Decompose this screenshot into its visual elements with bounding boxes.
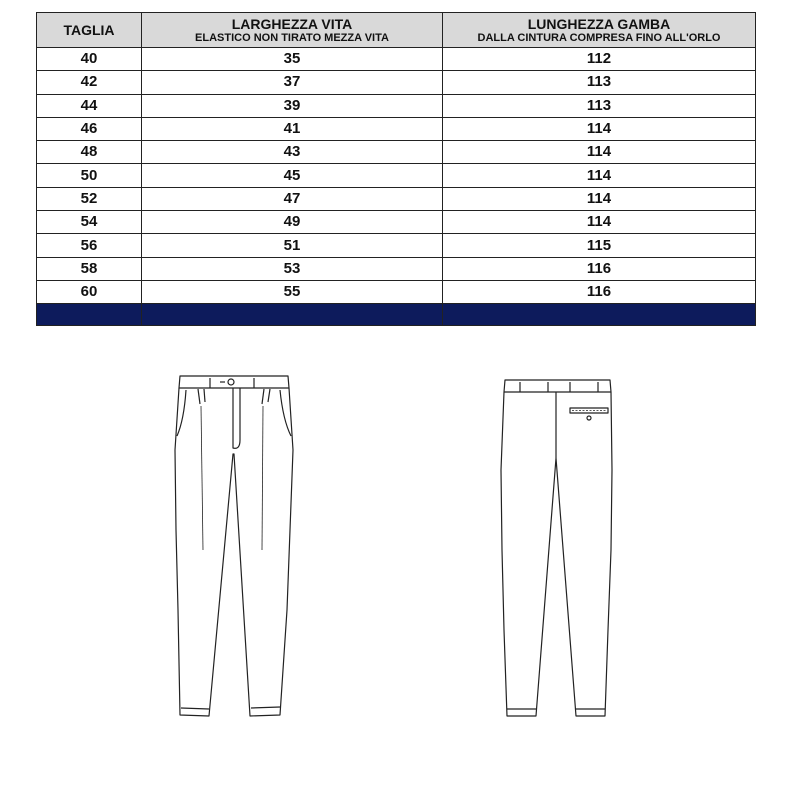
header-gamba-title: LUNGHEZZA GAMBA <box>527 15 671 32</box>
cell-larghezza-vita: 53 <box>142 257 443 280</box>
header-vita-subtitle: ELASTICO NON TIRATO MEZZA VITA <box>195 31 389 44</box>
footer-cell <box>142 304 443 326</box>
cell-taglia: 46 <box>37 117 142 140</box>
table-row <box>37 211 756 234</box>
cell-lunghezza-gamba: 116 <box>443 257 756 280</box>
cell-taglia: 54 <box>37 211 142 234</box>
cell-larghezza-vita: 39 <box>142 94 443 117</box>
cell-taglia: 42 <box>37 71 142 94</box>
header-lunghezza-gamba <box>443 13 756 48</box>
cell-lunghezza-gamba: 114 <box>443 117 756 140</box>
cell-larghezza-vita: 41 <box>142 117 443 140</box>
cell-larghezza-vita: 51 <box>142 234 443 257</box>
illustrations <box>0 330 800 800</box>
table-row <box>37 71 756 94</box>
trousers-back-icon <box>501 380 612 716</box>
table-header-row <box>37 13 756 48</box>
header-gamba-subtitle: DALLA CINTURA COMPRESA FINO ALL'ORLO <box>477 31 721 44</box>
cell-taglia: 40 <box>37 48 142 71</box>
table-footer-band <box>37 304 756 326</box>
cell-taglia: 52 <box>37 187 142 210</box>
cell-lunghezza-gamba: 113 <box>443 94 756 117</box>
cell-lunghezza-gamba: 114 <box>443 211 756 234</box>
cell-taglia: 60 <box>37 280 142 303</box>
header-larghezza-vita <box>142 13 443 48</box>
cell-taglia: 50 <box>37 164 142 187</box>
cell-larghezza-vita: 35 <box>142 48 443 71</box>
cell-larghezza-vita: 55 <box>142 280 443 303</box>
table-row <box>37 187 756 210</box>
cell-larghezza-vita: 45 <box>142 164 443 187</box>
cell-lunghezza-gamba: 114 <box>443 164 756 187</box>
cell-lunghezza-gamba: 112 <box>443 48 756 71</box>
table-row <box>37 94 756 117</box>
size-table <box>36 12 756 326</box>
table-row <box>37 48 756 71</box>
cell-larghezza-vita: 47 <box>142 187 443 210</box>
table-row <box>37 164 756 187</box>
cell-larghezza-vita: 37 <box>142 71 443 94</box>
table-row <box>37 141 756 164</box>
cell-lunghezza-gamba: 113 <box>443 71 756 94</box>
cell-lunghezza-gamba: 115 <box>443 234 756 257</box>
cell-taglia: 44 <box>37 94 142 117</box>
cell-taglia: 58 <box>37 257 142 280</box>
cell-larghezza-vita: 43 <box>142 141 443 164</box>
cell-taglia: 56 <box>37 234 142 257</box>
table-row <box>37 257 756 280</box>
cell-lunghezza-gamba: 114 <box>443 187 756 210</box>
table-row <box>37 234 756 257</box>
cell-lunghezza-gamba: 114 <box>443 141 756 164</box>
cell-taglia: 48 <box>37 141 142 164</box>
header-taglia <box>37 13 142 48</box>
footer-cell <box>37 304 142 326</box>
trousers-front-icon <box>175 376 293 716</box>
table-row <box>37 117 756 140</box>
trousers-illustrations <box>0 330 800 800</box>
table-body <box>37 48 756 326</box>
header-vita-title: LARGHEZZA VITA <box>231 15 353 32</box>
cell-lunghezza-gamba: 116 <box>443 280 756 303</box>
cell-larghezza-vita: 49 <box>142 211 443 234</box>
footer-cell <box>443 304 756 326</box>
header-taglia-title: TAGLIA <box>63 21 115 38</box>
table-row <box>37 280 756 303</box>
